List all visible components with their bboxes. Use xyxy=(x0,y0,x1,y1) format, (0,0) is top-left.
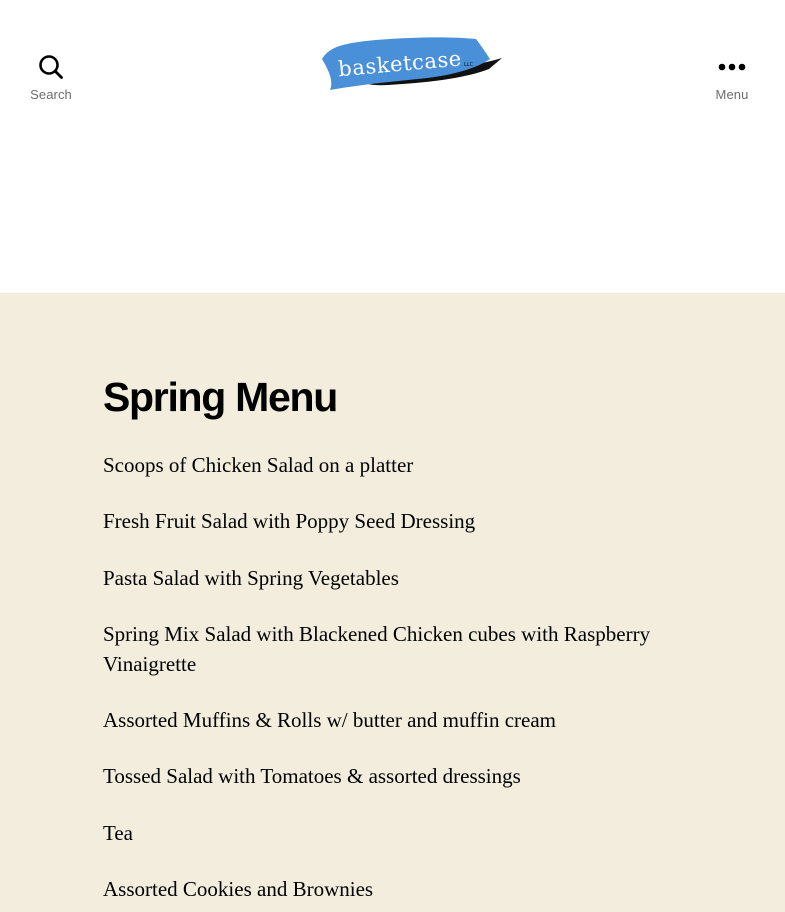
page-content xyxy=(0,293,785,912)
search-toggle[interactable] xyxy=(22,52,80,102)
site-logo[interactable] xyxy=(318,33,504,93)
menu-toggle[interactable] xyxy=(703,52,761,102)
page-title: Spring Menu xyxy=(103,374,337,420)
menu-item: Assorted Cookies and Brownies xyxy=(103,877,374,902)
ellipsis-icon xyxy=(717,52,747,82)
menu-item: Pasta Salad with Spring Vegetables xyxy=(103,565,399,590)
menu-item: Scoops of Chicken Salad on a platter xyxy=(103,453,414,477)
search-label: Search xyxy=(30,87,72,102)
site-header xyxy=(0,0,785,293)
menu-item: Tea xyxy=(103,820,134,845)
logo-wordmark: basketcase xyxy=(337,46,463,82)
menu-list xyxy=(103,450,683,912)
menu-label: Menu xyxy=(715,87,749,102)
menu-item: Assorted Muffins & Rolls w/ butter and muffin cream xyxy=(103,708,556,733)
menu-item: Spring Mix Salad with Blackened Chicken cubes with Raspberry Vinaigrette xyxy=(103,621,651,676)
menu-item: Fresh Fruit Salad with Poppy Seed Dressing xyxy=(103,509,476,534)
menu-item: Tossed Salad with Tomatoes & assorted dressings xyxy=(103,764,521,789)
logo-badge: LLC xyxy=(464,62,474,68)
search-icon xyxy=(36,52,66,82)
